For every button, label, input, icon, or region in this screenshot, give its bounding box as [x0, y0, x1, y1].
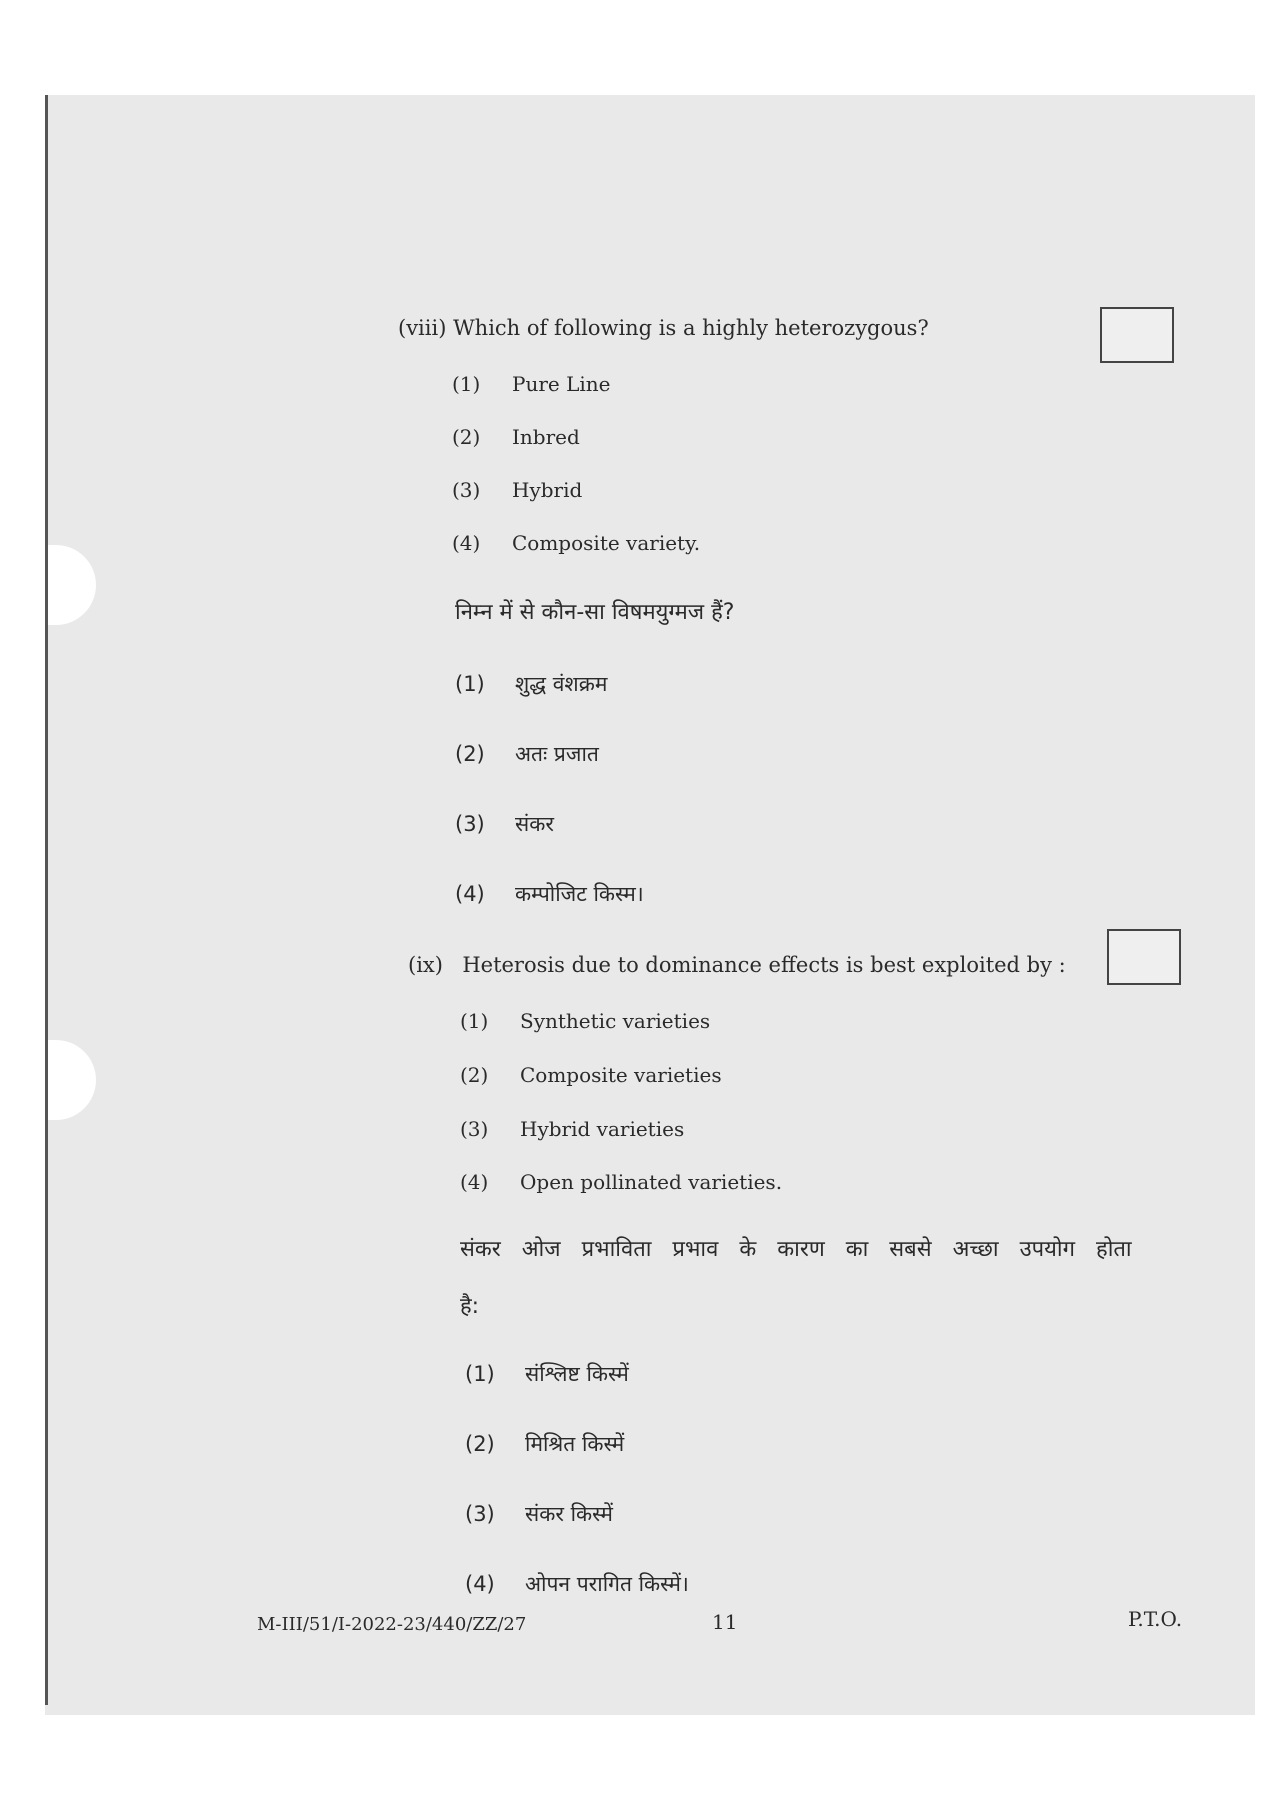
option-text: Hybrid varieties	[520, 1117, 685, 1141]
option-hi	[455, 670, 607, 698]
option-hi	[465, 1360, 629, 1388]
question-text-en: Which of following is a highly heterozygous?	[453, 316, 929, 340]
option-hi	[455, 740, 599, 768]
option-number: (4)	[455, 882, 485, 906]
option-hi	[465, 1430, 624, 1458]
option-text: Composite varieties	[520, 1063, 722, 1087]
question-ix	[408, 953, 1066, 977]
option-text: शुद्ध वंशक्रम	[515, 672, 608, 696]
option-text: Composite variety.	[512, 531, 701, 555]
option-text: Inbred	[512, 425, 580, 449]
footer-code: M-III/51/I-2022-23/440/ZZ/27	[257, 1614, 527, 1635]
question-text-hi-line1: संकर ओज प्रभाविता प्रभाव के कारण का सबसे अच्छा उपयोग होता	[460, 1237, 1132, 1262]
option-text: Hybrid	[512, 478, 583, 502]
option-number: (4)	[452, 531, 481, 555]
option-number: (1)	[452, 372, 481, 396]
option-text: कम्पोजिट किस्म।	[515, 882, 644, 906]
option-number: (1)	[460, 1009, 489, 1033]
option-number: (1)	[455, 672, 485, 696]
option-hi	[455, 880, 644, 908]
option-en	[460, 1009, 710, 1033]
option-en	[452, 531, 700, 555]
option-en	[460, 1063, 722, 1087]
option-text: अतः प्रजात	[515, 742, 599, 766]
option-number: (3)	[460, 1117, 489, 1141]
option-hi	[465, 1500, 613, 1528]
option-number: (2)	[465, 1432, 495, 1456]
option-number: (3)	[455, 812, 485, 836]
option-hi	[465, 1570, 689, 1598]
option-number: (4)	[465, 1572, 495, 1596]
option-number: (3)	[465, 1502, 495, 1526]
option-text: मिश्रित किस्में	[525, 1432, 625, 1456]
page-number: 11	[712, 1610, 738, 1634]
option-number: (3)	[452, 478, 481, 502]
option-text: ओपन परागित किस्में।	[525, 1572, 689, 1596]
option-hi	[455, 810, 554, 838]
question-text-hi: निम्न में से कौन-सा विषमयुग्मज हैं?	[455, 600, 735, 625]
question-text-en: Heterosis due to dominance effects is best exploited by :	[462, 953, 1066, 977]
option-text: संकर	[515, 812, 554, 836]
option-number: (4)	[460, 1170, 489, 1194]
option-text: Pure Line	[512, 372, 611, 396]
option-number: (2)	[455, 742, 485, 766]
option-text: Open pollinated varieties.	[520, 1170, 783, 1194]
pto-label: P.T.O.	[1128, 1607, 1183, 1631]
option-en	[452, 425, 580, 449]
option-en	[452, 372, 611, 396]
option-text: Synthetic varieties	[520, 1009, 711, 1033]
option-text: संश्लिष्ट किस्में	[525, 1362, 629, 1386]
option-text: संकर किस्में	[525, 1502, 613, 1526]
option-number: (2)	[452, 425, 481, 449]
answer-box-ix[interactable]	[1107, 929, 1181, 985]
answer-box-viii[interactable]	[1100, 307, 1174, 363]
option-number: (2)	[460, 1063, 489, 1087]
question-number: (viii)	[398, 316, 447, 340]
option-number: (1)	[465, 1362, 495, 1386]
question-viii	[398, 316, 929, 340]
question-number: (ix)	[408, 953, 443, 977]
option-en	[460, 1117, 684, 1141]
question-text-hi-line2: है:	[460, 1294, 480, 1319]
option-en	[452, 478, 582, 502]
option-en	[460, 1170, 782, 1194]
page-edge	[45, 95, 48, 1705]
